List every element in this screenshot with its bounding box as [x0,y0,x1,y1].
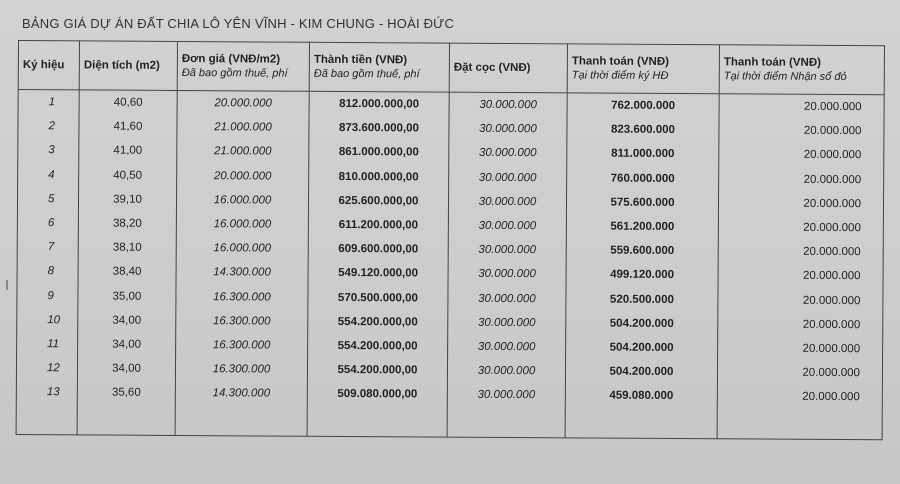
cell-deposit: 30.000.000 [448,189,566,214]
header-total-note: Đã bao gồm thuế, phí [313,67,420,81]
scan-artifact [6,280,8,290]
cell-area: 38,20 [78,211,176,236]
cell-deposit: 30.000.000 [448,286,566,311]
document-title: BẢNG GIÁ DỰ ÁN ĐẤT CHIA LÔ YÊN VĨNH - KIM CHUNG - HOÀI ĐỨC [22,16,455,31]
cell-area: 38,40 [78,260,176,285]
cell-deposit: 30.000.000 [449,165,567,190]
header-unit-price-note: Đã bao gồm thuế, phí [181,67,288,80]
header-area: Diện tích (m2) [79,41,177,91]
cell-code: 6 [17,211,78,236]
cell-unit-price: 16.000.000 [176,236,308,261]
cell-deposit: 30.000.000 [447,383,565,408]
cell-pay-cert: 20.000.000 [718,312,883,337]
cell-pay-cert: 20.000.000 [718,264,883,289]
cell-deposit: 30.000.000 [447,359,565,384]
cell-total: 549.120.000,00 [308,261,448,286]
cell-pay-cert: 20.000.000 [719,94,884,120]
cell-total: 554.200.000,00 [308,334,448,359]
empty-cell [16,404,77,435]
cell-total: 509.080.000,00 [307,382,447,407]
cell-total: 554.200.000,00 [308,309,448,334]
cell-deposit: 30.000.000 [449,92,567,117]
cell-total: 810.000.000,00 [309,164,449,189]
table-row-empty [16,404,882,440]
cell-pay-sign: 561.200.000 [566,214,718,239]
cell-pay-cert: 20.000.000 [718,336,883,361]
cell-code: 10 [17,308,78,333]
cell-pay-cert: 20.000.000 [719,167,884,192]
cell-code: 3 [18,138,79,163]
cell-deposit: 30.000.000 [449,141,567,166]
cell-code: 2 [18,114,79,139]
cell-deposit: 30.000.000 [449,117,567,142]
cell-code: 7 [17,235,78,260]
cell-pay-sign: 504.200.000 [566,335,718,360]
cell-total: 611.200.000,00 [308,213,448,238]
cell-unit-price: 21.000.000 [177,139,309,164]
cell-pay-sign: 823.600.000 [567,118,719,143]
cell-unit-price: 20.000.000 [177,164,309,189]
cell-area: 41,00 [79,139,177,164]
cell-deposit: 30.000.000 [448,335,566,360]
cell-unit-price: 14.300.000 [175,381,307,406]
cell-code: 12 [16,356,77,381]
cell-unit-price: 21.000.000 [177,115,309,140]
cell-pay-sign: 760.000.000 [567,166,719,191]
cell-pay-cert: 20.000.000 [719,143,884,168]
cell-code: 4 [18,163,79,188]
cell-area: 34,00 [77,356,175,381]
cell-unit-price: 16.300.000 [176,309,308,334]
cell-pay-cert: 20.000.000 [717,360,882,385]
cell-code: 11 [17,332,78,357]
cell-pay-sign: 504.200.000 [566,311,718,336]
cell-deposit: 30.000.000 [448,310,566,335]
cell-deposit: 30.000.000 [448,214,566,239]
cell-area: 34,00 [78,332,176,357]
cell-area: 39,10 [78,187,176,212]
table-header-row [18,41,884,95]
cell-pay-sign: 811.000.000 [567,142,719,167]
cell-total: 873.600.000,00 [309,116,449,141]
cell-total: 570.500.000,00 [308,285,448,310]
cell-pay-sign: 459.080.000 [565,384,717,409]
cell-pay-sign: 575.600.000 [566,190,718,215]
empty-cell [175,405,307,436]
cell-pay-cert: 20.000.000 [717,385,882,410]
cell-area: 38,10 [78,235,176,260]
cell-total: 609.600.000,00 [308,237,448,262]
cell-code: 13 [16,380,77,405]
cell-pay-cert: 20.000.000 [718,239,883,264]
cell-unit-price: 16.000.000 [176,212,308,237]
cell-pay-cert: 20.000.000 [719,118,884,143]
price-table [16,40,885,441]
cell-deposit: 30.000.000 [448,238,566,263]
cell-area: 34,00 [78,308,176,333]
cell-pay-cert: 20.000.000 [718,288,883,313]
cell-unit-price: 16.300.000 [176,333,308,358]
cell-code: 9 [17,283,78,308]
cell-unit-price: 20.000.000 [177,90,309,115]
header-code: Ký hiệu [18,41,79,90]
cell-unit-price: 16.000.000 [176,188,308,213]
empty-cell [77,405,175,436]
cell-pay-sign: 520.500.000 [566,287,718,312]
header-pay-cert-note: Tại thời điểm Nhận sổ đỏ [723,70,847,84]
cell-total: 812.000.000,00 [309,91,449,117]
cell-pay-sign: 559.600.000 [566,238,718,263]
cell-code: 5 [17,187,78,212]
cell-area: 40,50 [79,163,177,188]
header-total: Thành tiền (VNĐ) Đã bao gồm thuế, phí [309,42,449,92]
cell-area: 35,60 [77,381,175,406]
header-unit-price: Đơn giá (VNĐ/m2) Đã bao gồm thuế, phí [177,41,309,91]
cell-unit-price: 16.300.000 [176,284,308,309]
cell-pay-sign: 762.000.000 [567,93,719,119]
cell-pay-sign: 499.120.000 [566,263,718,288]
cell-deposit: 30.000.000 [448,262,566,287]
cell-unit-price: 14.300.000 [176,260,308,285]
cell-total: 554.200.000,00 [307,358,447,383]
cell-unit-price: 16.300.000 [175,357,307,382]
header-pay-cert: Thanh toán (VNĐ) Tại thời điểm Nhận sổ đỏ [719,45,884,95]
cell-pay-cert: 20.000.000 [718,215,883,240]
cell-area: 35,00 [78,284,176,309]
cell-total: 861.000.000,00 [309,140,449,165]
cell-area: 41,60 [79,115,177,140]
cell-code: 1 [18,90,79,115]
cell-pay-sign: 504.200.000 [565,359,717,384]
header-pay-sign: Thanh toán (VNĐ) Tại thời điểm ký HĐ [567,44,719,94]
header-pay-sign-note: Tại thời điểm ký HĐ [571,69,669,82]
cell-pay-cert: 20.000.000 [718,191,883,216]
cell-code: 8 [17,259,78,284]
empty-cell [717,409,882,441]
empty-cell [447,407,565,438]
cell-total: 625.600.000,00 [308,189,448,214]
header-deposit: Đặt cọc (VNĐ) [449,43,567,93]
empty-cell [565,408,717,439]
cell-area: 40,60 [79,90,177,115]
empty-cell [307,406,447,437]
